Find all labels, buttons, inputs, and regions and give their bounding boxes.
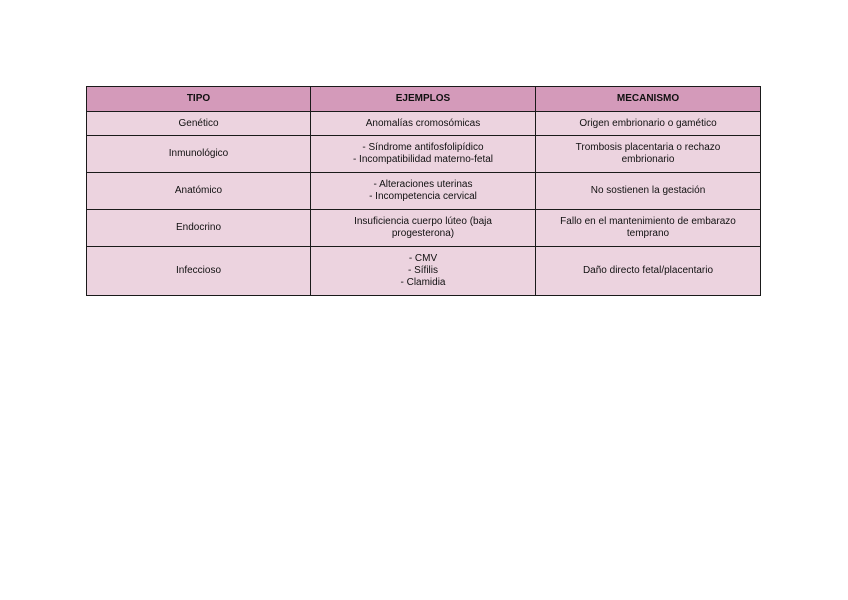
cell-line: - Clamidia	[400, 277, 446, 288]
header-ejemplos: EJEMPLOS	[311, 87, 536, 112]
table-row	[87, 247, 761, 296]
header-tipo: TIPO	[87, 87, 311, 112]
cell-ejemplos	[311, 247, 536, 296]
cell-ejemplos	[311, 136, 536, 173]
cell-ejemplos	[311, 112, 536, 136]
cell-line: Anomalías cromosómicas	[365, 117, 481, 129]
table-row	[87, 136, 761, 173]
cell-line: - Incompatibilidad materno-fetal	[352, 154, 494, 165]
cell-tipo: Endocrino	[87, 210, 311, 247]
cell-tipo: Genético	[87, 112, 311, 136]
cell-mecanismo	[536, 136, 761, 173]
cell-line: Fallo en el mantenimiento de embarazo	[560, 216, 736, 227]
cell-line: temprano	[626, 228, 670, 239]
cell-tipo: Inmunológico	[87, 136, 311, 173]
cell-mecanismo	[536, 112, 761, 136]
table-header-row	[87, 87, 761, 112]
cell-line: - Alteraciones uterinas	[373, 179, 473, 190]
cell-line: Daño directo fetal/placentario	[582, 265, 714, 276]
cell-line: - Sífilis	[408, 265, 438, 276]
table-row	[87, 173, 761, 210]
cell-line: - Incompetencia cervical	[369, 191, 477, 202]
cell-line: progesterona)	[391, 228, 455, 239]
cell-line: embrionario	[621, 154, 675, 165]
cell-mecanismo	[536, 210, 761, 247]
cell-line: - Síndrome antifosfolipídico	[362, 142, 484, 153]
cell-tipo: Anatómico	[87, 173, 311, 210]
cell-mecanismo	[536, 247, 761, 296]
table-row	[87, 112, 761, 136]
cell-line: No sostienen la gestación	[590, 185, 706, 196]
cell-line: Origen embrionario o gamético	[579, 117, 717, 129]
cell-line: Insuficiencia cuerpo lúteo (baja	[354, 216, 492, 227]
cell-ejemplos	[311, 210, 536, 247]
cell-line: Trombosis placentaria o rechazo	[575, 142, 721, 153]
cell-ejemplos	[311, 173, 536, 210]
cell-mecanismo	[536, 173, 761, 210]
classification-table	[86, 86, 761, 296]
header-mecanismo: MECANISMO	[536, 87, 761, 112]
table-row	[87, 210, 761, 247]
cell-tipo: Infeccioso	[87, 247, 311, 296]
cell-line: - CMV	[408, 253, 438, 264]
